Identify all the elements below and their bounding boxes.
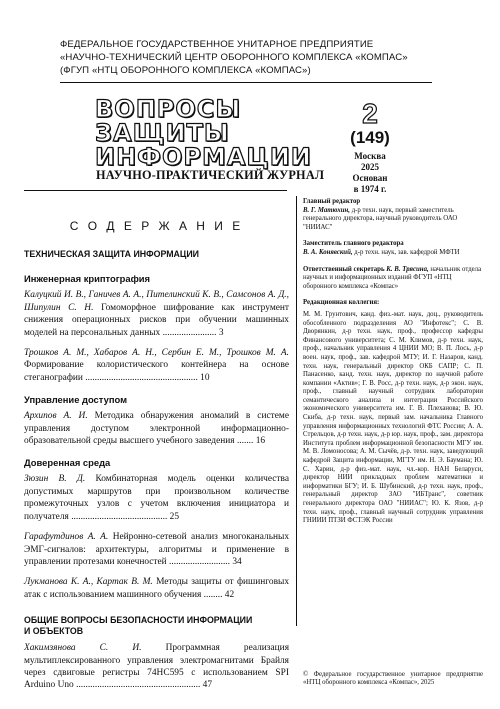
table-of-contents <box>24 198 289 700</box>
secretary-name: К. В. Трясина, <box>386 265 429 273</box>
secretary-desc: начальник отдела научных и информационных изданий ФГУП «НТЦ оборонного комплекса «Компас» <box>303 265 482 290</box>
entry-title: Формирование колористического контейнера на основе стеганографии <box>24 360 289 383</box>
entry-title: Комбинаторная модель оценки количества допустимых маршрутов при произвольном количестве промежуточных узлов с учетом включения инициатора и получателя <box>24 474 289 522</box>
section-heading: ТЕХНИЧЕСКАЯ ЗАЩИТА ИНФОРМАЦИИ <box>24 249 199 260</box>
subsection-heading: Инженерная криптография <box>24 273 151 285</box>
chief-editor-name: В. Г. Матюхин, <box>303 206 350 214</box>
board-block <box>303 299 483 525</box>
contents-title: С О Д Е Р Ж А Н И Е <box>69 219 244 233</box>
entry-authors: Лукманова К. А., Картак В. М. <box>24 577 153 588</box>
journal-logo <box>95 95 312 171</box>
board-label: Редакционная коллегия: <box>303 299 380 307</box>
logo-line-2: ЗАЩИТЫ <box>95 119 230 147</box>
entry-page: 16 <box>255 436 266 447</box>
entry-title: Методы защиты от фишинговых атак с использованием машинного обучения <box>24 577 290 600</box>
issue-city: Москва <box>354 151 386 161</box>
entry-title: Нейронно-сетевой анализ многоканальных ЭМГ-сигналов: архитектуры, алгоритмы и применение в управлении протезами конечностей <box>24 532 290 567</box>
chief-editor-desc: д-р техн. наук, первый заместитель генерального директора, научный руководитель ОАО "НИИАС" <box>303 206 458 231</box>
entry-page: 10 <box>200 372 210 383</box>
toc-entry[interactable] <box>24 289 289 339</box>
secretary-block <box>303 266 483 292</box>
copyright-notice: © Федеральное государственное унитарное предприятие «НТЦ оборонного комплекса «Компас», 2025 <box>303 671 483 687</box>
deputy-editor-desc: д-р техн. наук, зав. кафедрой МФТИ <box>354 248 460 256</box>
section-heading-line-2: И ОБЪЕКТОВ <box>24 626 84 637</box>
subsection-heading: Управление доступом <box>24 394 128 406</box>
logo-line-3: ИНФОРМАЦИИ <box>95 143 312 171</box>
entry-authors: Гарафутдинов А. А. <box>24 532 109 543</box>
subtitle-divider <box>24 190 287 191</box>
entry-page: 47 <box>202 680 213 691</box>
publisher-line-1: ФЕДЕРАЛЬНОЕ ГОСУДАРСТВЕННОЕ УНИТАРНОЕ ПРЕДПРИЯТИЕ <box>60 39 374 50</box>
issue-number: 2 <box>362 98 378 129</box>
entry-page: 25 <box>169 511 179 522</box>
entry-dots: ......................................... <box>71 511 168 522</box>
entry-authors: Трошков А. М., Хабаров А. Н., Сербин Е. М., Трошков М. А. <box>24 348 289 359</box>
secretary-label: Ответственный секретарь <box>303 265 385 273</box>
toc-entry[interactable] <box>24 410 289 447</box>
entry-dots: ..................................................... <box>76 680 201 691</box>
publisher-line-2: «НАУЧНО-ТЕХНИЧЕСКИЙ ЦЕНТР ОБОРОННОГО КОМПЛЕКСА «КОМПАС» <box>60 52 408 63</box>
issue-cumulative: (149) <box>350 128 390 147</box>
issue-block <box>340 100 400 195</box>
board-members: М. М. Грунтович, канд. физ.-мат. наук, доц., руководитель обособленного подразделения АО "Инфотекс"; С. В. Дворянкин, д-р техн. наук, проф., профессор кафедры Финансового университета; С. М. Климов, д-р техн. наук, проф., начальник управления 4 ЦНИИ МО; В. П. Лось, д-р воен. наук, проф., зав. кафедрой МТУ; И. Г. Назаров, канд. техн. наук, генеральный директор ОКБ САПР; С. П. Панасенко, канд. техн. наук, директор по научной работе компании «Актив»; Г. В. Росс, д-р техн. наук, д-р экон. наук, проф., главный научный сотрудник лаборатории семантического анализа и интеграции Российского экономического университета им. Г. В. Плеханова; В. Ю. Скиба, д-р техн. наук, первый зам. начальника Главного управления информационных технологий ФТС России; А. А. Стрельцов, д-р техн. наук, д-р юр. наук, проф., зам. директора Института проблем информационной безопасности МГУ им. М. В. Ломоносова; А. М. Сычёв, д-р. техн. наук, заведующий кафедрой Защита информации, МГТУ им. Н. Э. Баумана; Ю. С. Харин, д-р физ.-мат. наук, чл.-кор. НАН Беларуси, директор НИИ прикладных проблем математики и информатики БГУ; И. Б. Шубинский, д-р техн. наук, проф., генеральный директор ЗАО "ИБТранс", советник генерального директора ОАО "НИИАС"; Ю. К. Язов, д-р техн. наук, проф., главный научный сотрудник управления ГНИИИ ПТЗИ ФСТЭК России <box>303 310 483 525</box>
header-divider <box>60 82 432 83</box>
toc-entry[interactable] <box>24 347 289 384</box>
founded-label: Основан <box>352 173 388 183</box>
entry-authors: Зюзин В. Д. <box>24 474 86 485</box>
chief-editor-block <box>303 198 483 232</box>
issue-year: 2025 <box>361 162 379 172</box>
journal-subtitle: НАУЧНО-ПРАКТИЧЕСКИЙ ЖУРНАЛ <box>96 168 325 182</box>
entry-authors: Калуцкий И. В., Ганичев А. А., Пителинский К. В., Самсонов А. Д., Шипулин С. Н. <box>24 290 289 313</box>
logo-line-1: ВОПРОСЫ <box>95 95 242 123</box>
entry-dots: ....................... <box>162 327 217 338</box>
section-heading-2 <box>24 615 289 637</box>
founded-year: в 1974 г. <box>353 184 387 194</box>
entry-dots: ........ <box>203 589 223 600</box>
entry-title: Программная реализация мультиплексированного управления электромагнитами Брайля через сдвиговые регистры 74HC595 с использованием SPI Arduino Uno <box>24 643 290 691</box>
entry-page: 34 <box>232 556 242 567</box>
entry-title: Методика обнаружения аномалий в системе управления доступом электронной информационно-образовательной среды высшего учебного заведения <box>24 411 289 447</box>
deputy-editor-name: В. А. Конявский, <box>303 248 353 256</box>
entry-authors: Хакимзянова С. И. <box>24 643 142 654</box>
entry-dots: ................................................ <box>85 372 198 383</box>
deputy-editor-block <box>303 240 483 257</box>
entry-authors: Архипов А. И. <box>24 411 88 422</box>
publisher-line-3: (ФГУП «НТЦ ОБОРОННОГО КОМПЛЕКСА «КОМПАС») <box>60 65 311 76</box>
deputy-editor-label: Заместитель главного редактора <box>303 240 404 248</box>
publisher-header <box>60 38 460 77</box>
entry-dots: ....... <box>236 436 254 447</box>
toc-entry[interactable] <box>24 531 289 568</box>
toc-entry[interactable] <box>24 642 289 692</box>
entry-dots: .......................... <box>169 556 230 567</box>
entry-page: 42 <box>224 589 235 600</box>
chief-editor-label: Главный редактор <box>303 198 361 205</box>
toc-entry[interactable] <box>24 473 289 523</box>
toc-entry[interactable] <box>24 576 289 601</box>
section-heading-line-1: ОБЩИЕ ВОПРОСЫ БЕЗОПАСНОСТИ ИНФОРМАЦИИ <box>24 615 253 626</box>
entry-title: Гомоморфное шифрование как инструмент снижения операционных рисков при обучении машинных моделей на персональных данных <box>24 302 290 338</box>
entry-page: 3 <box>218 327 224 338</box>
column-divider <box>296 196 297 626</box>
subsection-heading: Доверенная среда <box>24 457 111 469</box>
editorial-board <box>303 198 483 534</box>
